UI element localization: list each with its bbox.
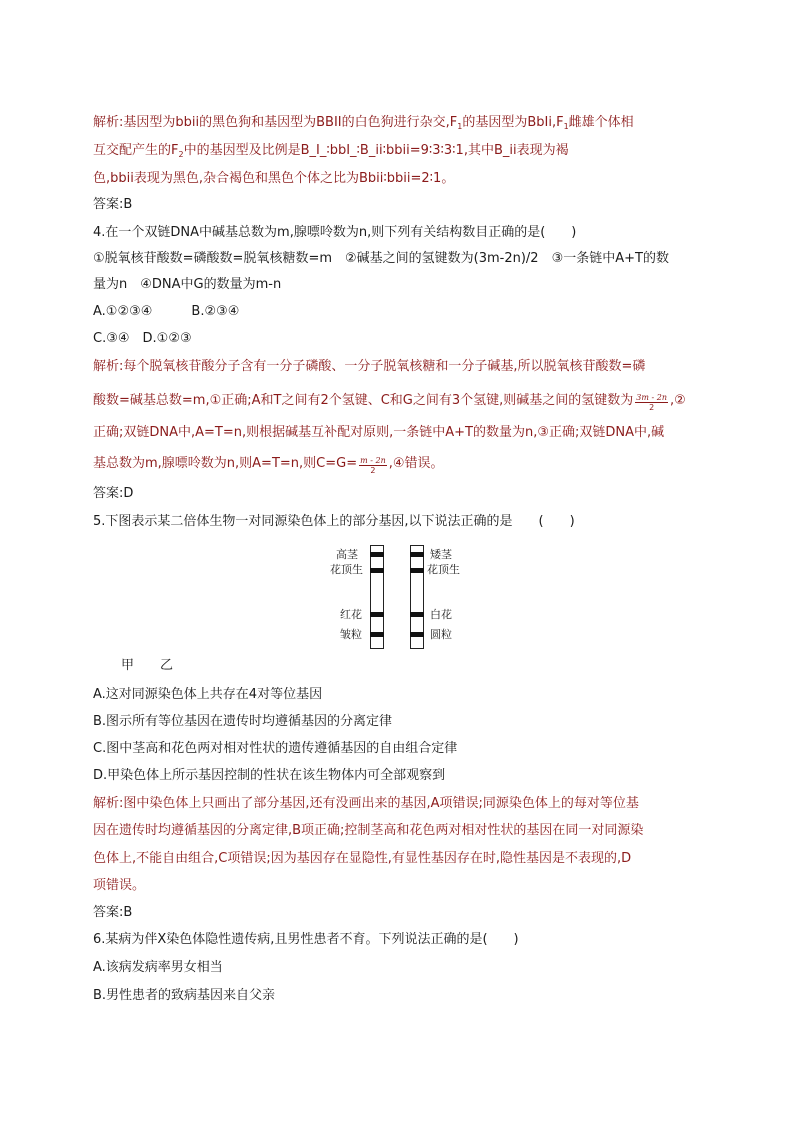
q4-options-line1: ①脱氧核苷酸数=磷酸数=脱氧核糖数=m ②碱基之间的氢键数为(3m-2n)/2 ③一条链中A+T的数 xyxy=(93,251,669,266)
q4-analysis-line4: 基总数为m,腺嘌呤数为n,则A=T=n,则C=G= $\frac{m - 2n}{2}$ ,④错误。 xyxy=(93,456,444,475)
q6-option-b: B.男性患者的致病基因来自父亲 xyxy=(93,988,276,1003)
gene-label-left-2: 花顶生 xyxy=(330,563,363,576)
band-white-flower xyxy=(410,612,424,617)
q5-analysis-line4: 项错误。 xyxy=(93,878,146,893)
q5-option-c: C.图中茎高和花色两对相对性状的遗传遵循基因的自由组合定律 xyxy=(93,741,458,756)
q5-analysis-line3: 色体上,不能自由组合,C项错误;因为基因存在显隐性,有显性基因存在时,隐性基因是不表现的,D xyxy=(93,851,632,866)
gene-label-right-3: 白花 xyxy=(430,608,452,621)
q3-answer: 答案:B xyxy=(93,197,133,212)
chromosome-jia xyxy=(370,545,384,649)
q5-option-a: A.这对同源染色体上共存在4对等位基因 xyxy=(93,687,323,702)
q4-choice-ab: A.①②③④ B.②③④ xyxy=(93,304,240,319)
gene-label-right-4: 圆粒 xyxy=(430,628,452,641)
band-terminal-flower-right xyxy=(410,568,424,573)
q4-analysis-line2: 酸数=碱基总数=m,①正确;A和T之间有2个氢键、C和G之间有3个氢键,则碱基之间的氢键数为 $\frac{3m - 2n}{2}$ ,② xyxy=(93,393,686,412)
q4-analysis-line1: 解析:每个脱氧核苷酸分子含有一分子磷酸、一分子脱氧核糖和一分子碱基,所以脱氧核苷酸数=磷 xyxy=(93,359,646,374)
gene-label-right-1: 矮茎 xyxy=(430,548,452,561)
q4-answer: 答案:D xyxy=(93,486,134,501)
q6-stem: 6.某病为伴X染色体隐性遗传病,且男性患者不育。下列说法正确的是( ) xyxy=(93,932,519,947)
chromosome-figure xyxy=(330,545,460,653)
chromosome-yi xyxy=(410,545,424,649)
band-red-flower xyxy=(370,612,384,617)
q5-option-b: B.图示所有等位基因在遗传时均遵循基因的分离定律 xyxy=(93,714,393,729)
q4-fraction-cg: $\frac{m - 2n}{2}$ xyxy=(360,456,386,475)
gene-label-left-3: 红花 xyxy=(340,608,362,621)
band-terminal-flower-left xyxy=(370,568,384,573)
q5-option-d: D.甲染色体上所示基因控制的性状在该生物体内可全部观察到 xyxy=(93,768,446,783)
q4-stem: 4.在一个双链DNA中碱基总数为m,腺嘌呤数为n,则下列有关结构数目正确的是( ) xyxy=(93,225,577,240)
band-dwarf-stem xyxy=(410,552,424,557)
q3-analysis-line2: 互交配产生的$F_2$中的基因型及比例是B_I_∶bbI_∶B_ii∶bbii=9∶3∶3∶1,其中B_ii表现为褐 xyxy=(93,143,569,159)
q4-choice-cd: C.③④ D.①②③ xyxy=(93,331,192,346)
band-round-seed xyxy=(410,632,424,637)
q5-analysis-line2: 因在遗传时均遵循基因的分离定律,B项正确;控制茎高和花色两对相对性状的基因在同一对同源染 xyxy=(93,823,644,838)
band-tall-stem xyxy=(370,552,384,557)
q3-analysis-line3: 色,bbii表现为黑色,杂合褐色和黑色个体之比为Bbii∶bbii=2∶1。 xyxy=(93,171,455,186)
q5-stem: 5.下图表示某二倍体生物一对同源染色体上的部分基因,以下说法正确的是 ( ) xyxy=(93,514,575,529)
q5-answer: 答案:B xyxy=(93,905,133,920)
q4-analysis-line3: 正确;双链DNA中,A=T=n,则根据碱基互补配对原则,一条链中A+T的数量为n,③正确;双链DNA中,碱 xyxy=(93,425,665,440)
q6-option-a: A.该病发病率男女相当 xyxy=(93,960,223,975)
gene-label-left-4: 皱粒 xyxy=(340,628,362,641)
figure-caption: 甲 乙 xyxy=(121,658,174,673)
q3-analysis-line1: 解析:基因型为bbii的黑色狗和基因型为BBII的白色狗进行杂交$,F_1$的基因型为$BbIi,F_1$雌雄个体相 xyxy=(93,115,634,131)
q5-analysis-line1: 解析:图中染色体上只画出了部分基因,还有没画出来的基因,A项错误;同源染色体上的每对等位基 xyxy=(93,796,639,811)
gene-label-right-2: 花顶生 xyxy=(427,563,460,576)
q4-options-line2: 量为n ④DNA中G的数量为m-n xyxy=(93,277,282,292)
q4-fraction-hbonds: $\frac{3m - 2n}{2}$ xyxy=(636,393,667,412)
band-wrinkled-seed xyxy=(370,632,384,637)
gene-label-left-1: 高茎 xyxy=(336,548,358,561)
